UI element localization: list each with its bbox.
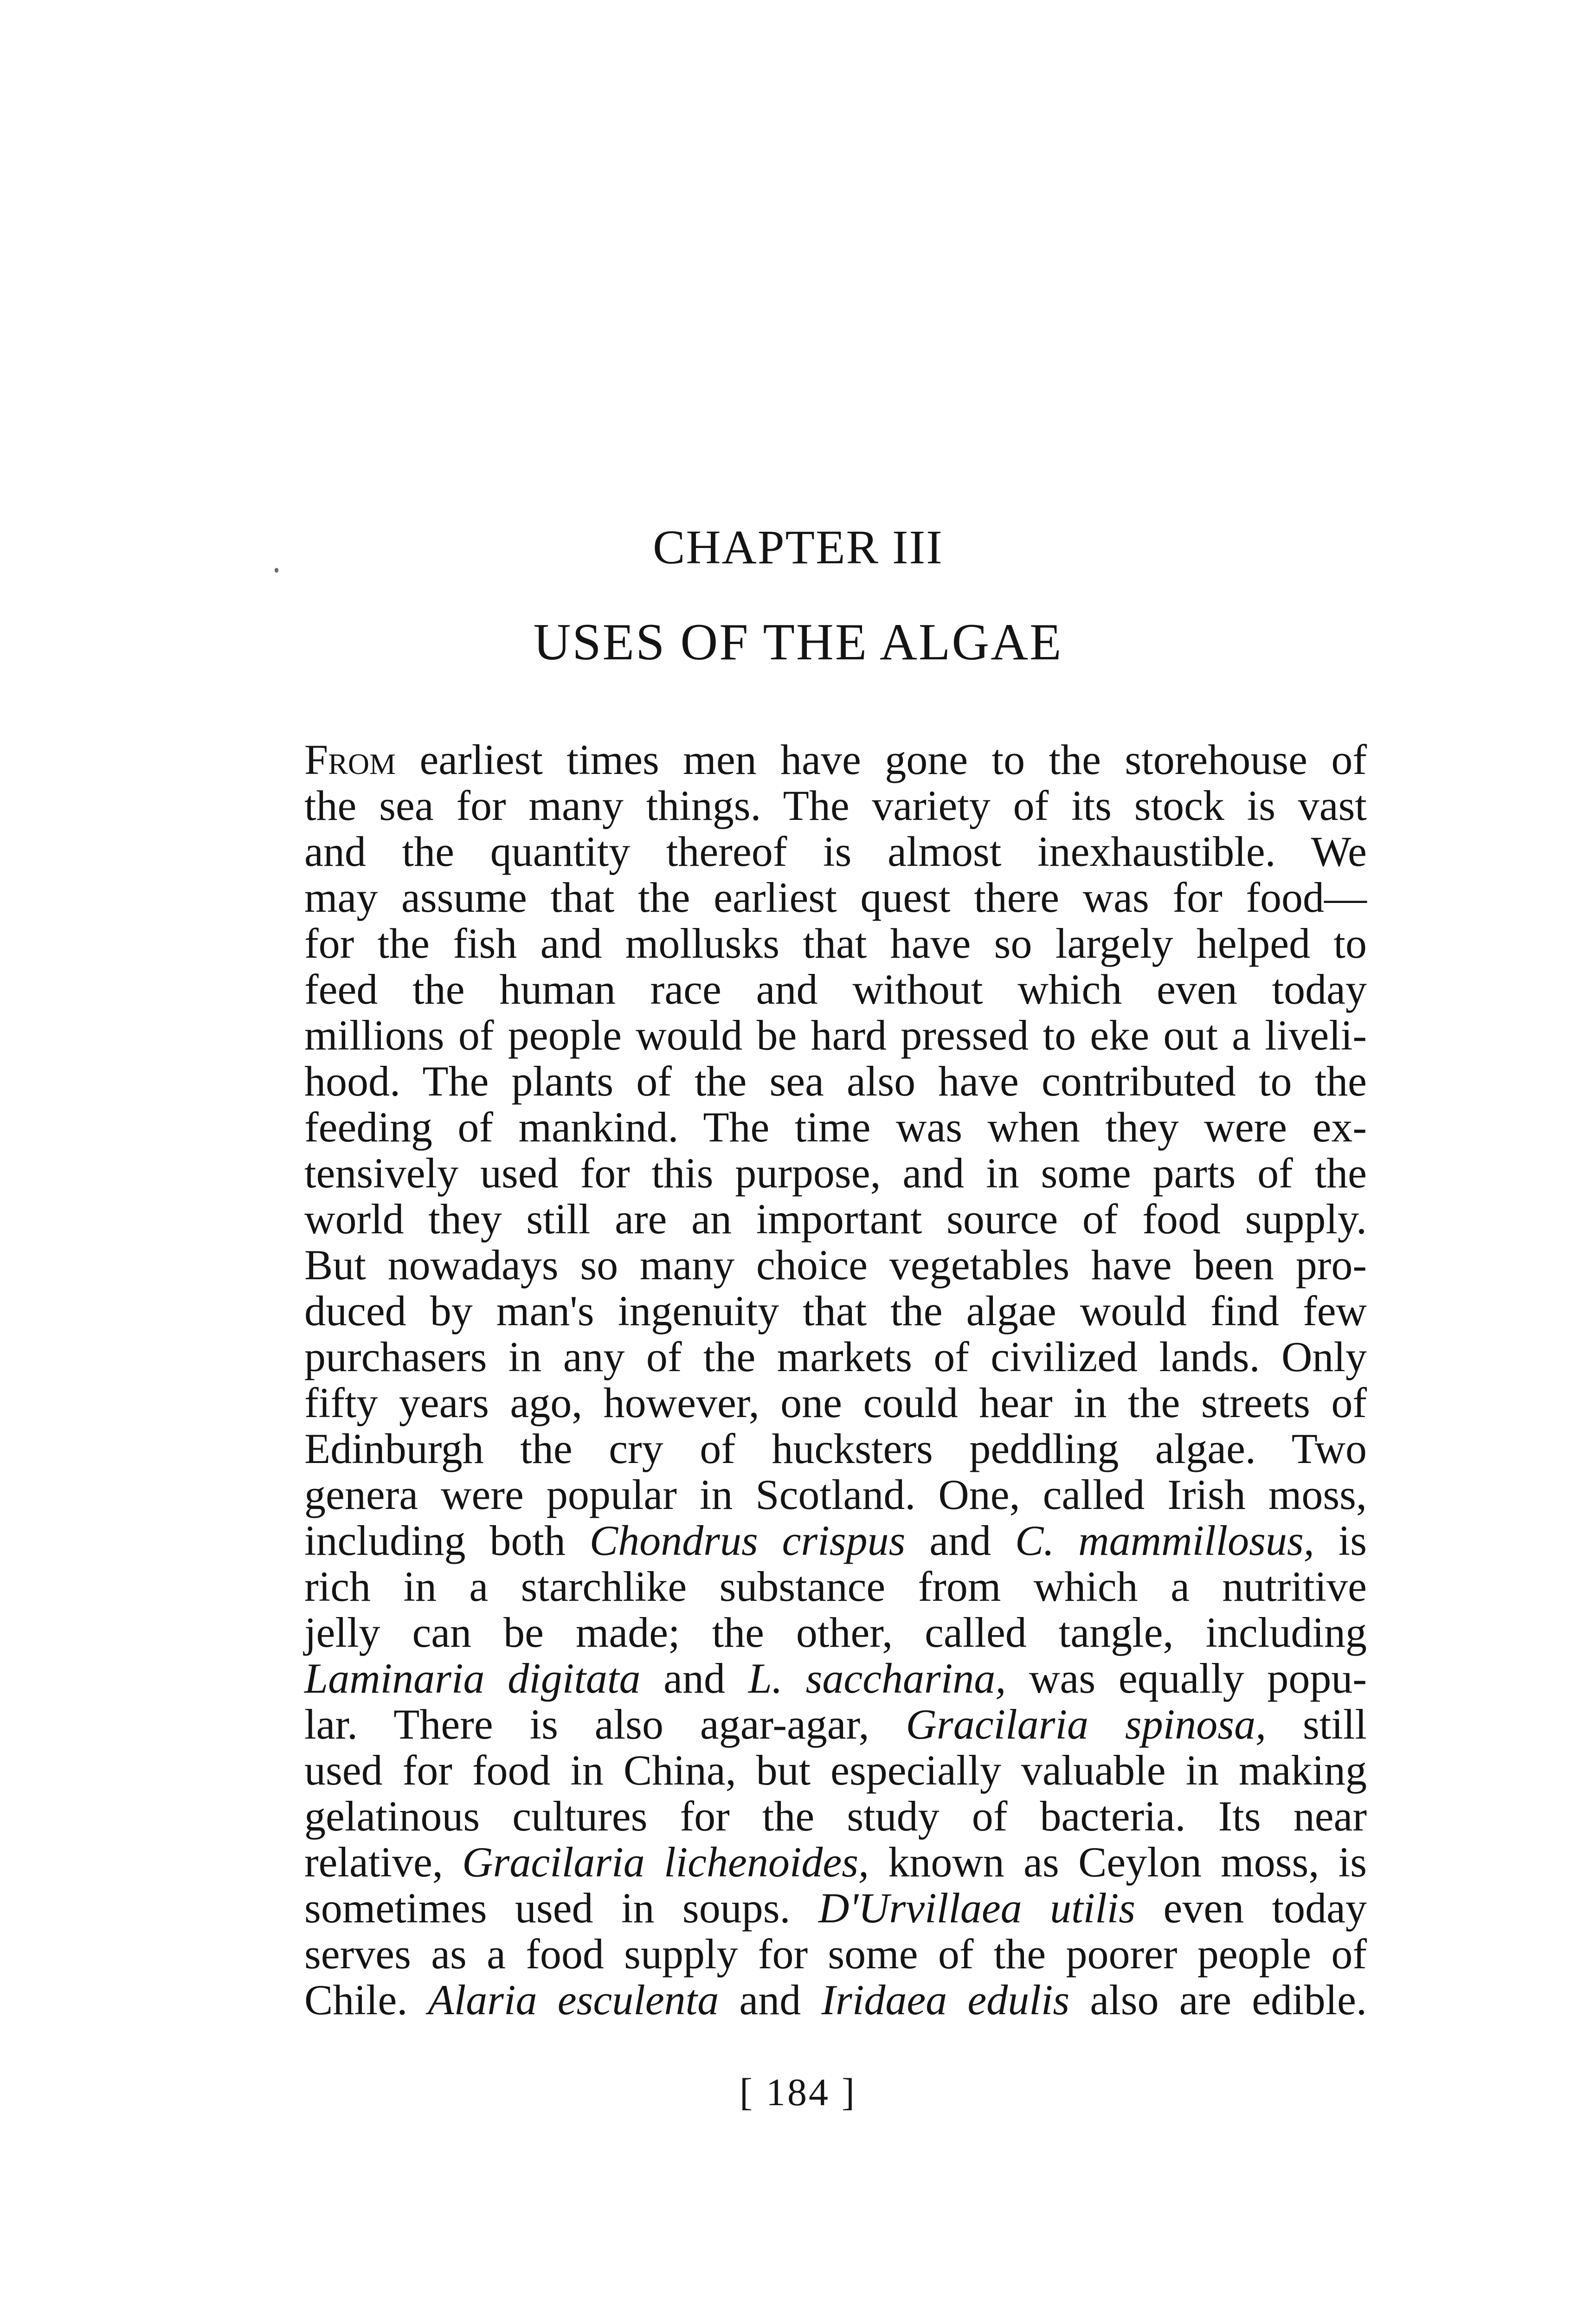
text-line: fifty years ago, however, one could hear in the streets of <box>304 1379 1367 1426</box>
species-name: Gracilaria spinosa, <box>906 1701 1267 1748</box>
species-name: D'Urvillaea utilis <box>818 1884 1136 1932</box>
text-segment: Chile. <box>304 1976 428 2024</box>
text-line <box>304 1701 1367 1747</box>
text-segment: known as Ceylon moss, is <box>869 1838 1367 1886</box>
text-segment: relative, <box>304 1838 463 1886</box>
text-segment: also are edible. <box>1069 1976 1367 2024</box>
text-line: world they still are an important source of food supply. <box>304 1195 1367 1243</box>
text-line <box>304 1885 1367 1931</box>
text-line: and the quantity thereof is almost inexhaustible. We <box>304 828 1367 875</box>
text-line: tensively used for this purpose, and in some parts of the <box>304 1149 1367 1197</box>
species-name: L. saccharina, <box>748 1655 1006 1702</box>
text-line: Edinburgh the cry of hucksters peddling algae. Two <box>304 1425 1367 1472</box>
text-line: But nowadays so many choice vegetables have been pro- <box>304 1241 1367 1289</box>
text-line: for the fish and mollusks that have so largely helped to <box>304 920 1367 967</box>
chapter-number: CHAPTER III <box>653 521 943 574</box>
species-name: Chondrus crispus <box>589 1517 906 1564</box>
chapter-title: USES OF THE ALGAE <box>533 613 1063 671</box>
text-segment: including both <box>304 1517 590 1564</box>
species-name: Laminaria digitata <box>304 1655 641 1702</box>
page-number: [ 184 ] <box>740 2071 856 2114</box>
species-name: Gracilaria lichenoides, <box>462 1838 869 1886</box>
lead-word: From <box>304 736 396 783</box>
text-line: gelatinous cultures for the study of bacteria. Its near <box>304 1792 1367 1840</box>
text-segment: sometimes used in soups. <box>304 1884 818 1932</box>
text-segment: still <box>1266 1701 1367 1748</box>
text-line: purchasers in any of the markets of civilized lands. Only <box>304 1333 1367 1380</box>
text-segment: was equally popu- <box>1006 1655 1367 1702</box>
text-line: serves as a food supply for some of the poorer people of <box>304 1930 1367 1978</box>
text-segment: is <box>1314 1517 1367 1564</box>
text-segment: even today <box>1135 1884 1367 1932</box>
text-line: genera were popular in Scotland. One, called Irish moss, <box>304 1471 1367 1518</box>
text-line <box>304 1839 1367 1885</box>
text-line: millions of people would be hard pressed to eke out a liveli- <box>304 1012 1367 1059</box>
text-line: jelly can be made; the other, called tangle, including <box>304 1609 1367 1656</box>
species-name: Alaria esculenta <box>428 1976 719 2024</box>
text-line <box>304 1656 1367 1701</box>
text-segment: and <box>640 1655 748 1702</box>
body-text <box>304 737 1367 2023</box>
text-segment: and <box>719 1976 822 2024</box>
species-name: Iridaea edulis <box>821 1976 1070 2024</box>
text-segment: and <box>905 1517 1015 1564</box>
text-line <box>304 1518 1367 1564</box>
text-line: duced by man's ingenuity that the algae would find few <box>304 1287 1367 1334</box>
text-line: rich in a starchlike substance from which a nutritive <box>304 1563 1367 1610</box>
text-segment: lar. There is also agar-agar, <box>304 1701 906 1748</box>
text-line: feed the human race and without which even today <box>304 966 1367 1013</box>
text-line: may assume that the earliest quest there was for food— <box>304 874 1367 921</box>
species-name: C. mammillosus, <box>1015 1517 1314 1564</box>
text-line <box>304 737 1367 783</box>
text-line <box>304 1977 1367 2023</box>
text-line: feeding of mankind. The time was when they were ex- <box>304 1103 1367 1151</box>
text-segment: earliest times men have gone to the storehouse of <box>395 736 1367 783</box>
text-line: hood. The plants of the sea also have contributed to the <box>304 1057 1367 1105</box>
text-line: used for food in China, but especially valuable in making <box>304 1746 1367 1794</box>
text-line: the sea for many things. The variety of its stock is vast <box>304 782 1367 829</box>
